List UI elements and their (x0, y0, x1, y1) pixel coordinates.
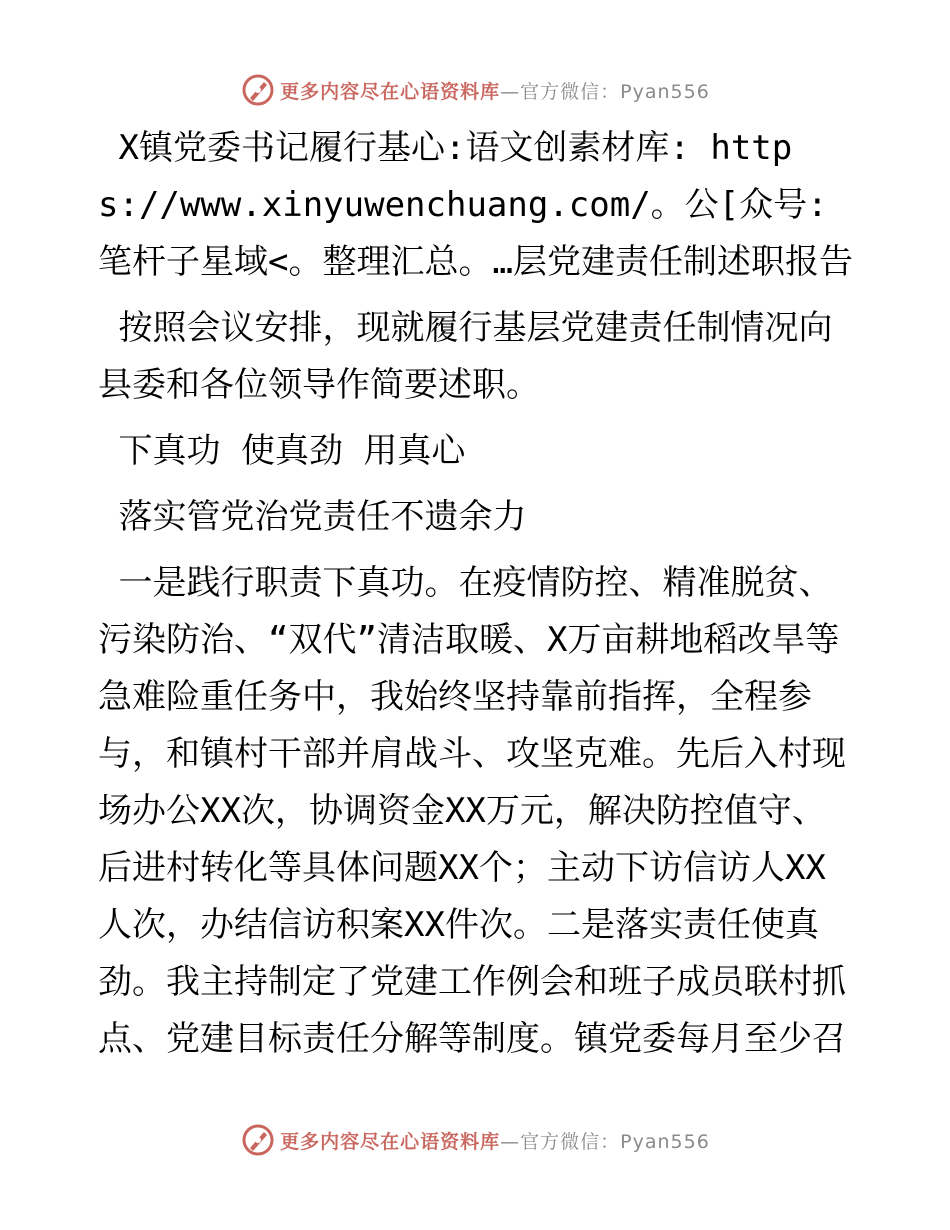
footer-watermark-banner (0, 1120, 950, 1160)
banner-wechat: —官方微信：Pyan556 (500, 80, 710, 103)
banner-title: 更多内容尽在心语资料库 (280, 1130, 501, 1153)
document-title: X镇党委书记履行基心:语文创素材库: https://www.xinyuwenchuang.com/。公[众号: 笔杆子星域<。整理汇总。…层党建责任制述职报告 (98, 128, 853, 282)
pen-logo-icon (240, 1122, 276, 1158)
section-heading-2: 落实管党治党责任不遗余力 (98, 497, 527, 537)
banner-wechat: —官方微信：Pyan556 (500, 1130, 710, 1153)
section-heading-1: 下真功 使真劲 用真心 (98, 431, 466, 471)
body-paragraph: 一是践行职责下真功。在疫情防控、精准脱贫、污染防治、“双代”清洁取暖、X万亩耕地稻改旱等急难险重任务中，我始终坚持靠前指挥，全程参与，和镇村干部并肩战斗、攻坚克难。先后入村现场办公XX次，协调资金XX万元，解决防控值守、后进村转化等具体问题XX个；主动下访信访人XX人次，办结信访积案XX件次。二是落实责任使真劲。我主持制定了党建工作例会和班子成员联村抓点、党建目标责任分解等制度。镇党委每月至少召 (98, 563, 846, 1059)
banner-title: 更多内容尽在心语资料库 (280, 80, 501, 103)
document-body (98, 120, 858, 1068)
intro-paragraph: 按照会议安排，现就履行基层党建责任制情况向县委和各位领导作简要述职。 (98, 308, 833, 405)
pen-logo-icon (240, 72, 276, 108)
header-watermark-banner (0, 70, 950, 110)
